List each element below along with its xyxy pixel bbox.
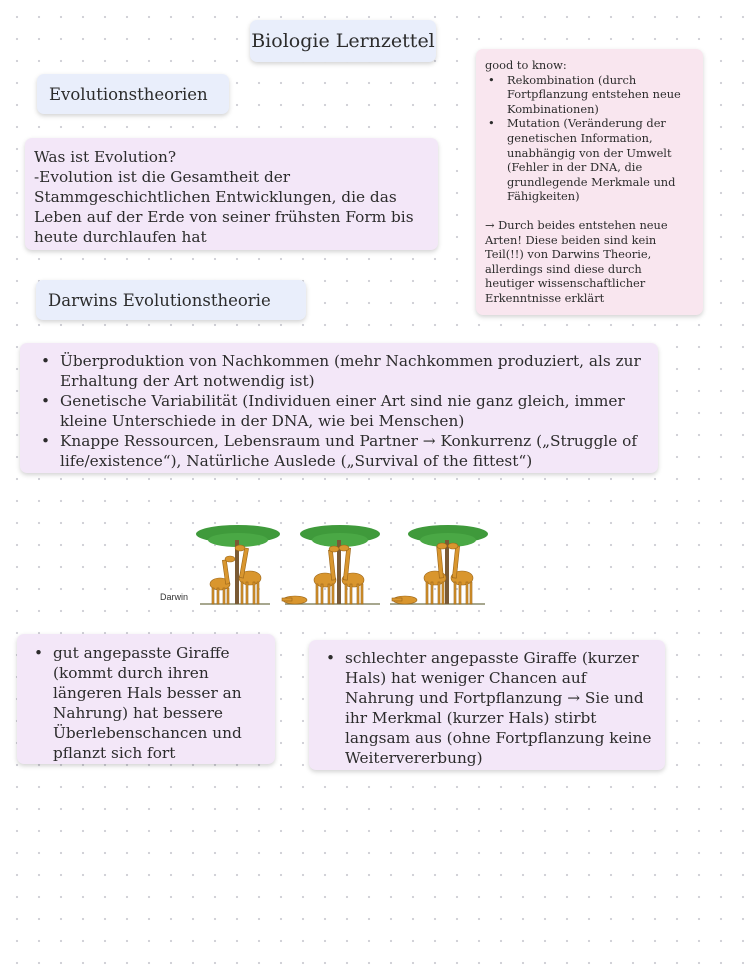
fallen-giraffe-icon xyxy=(392,596,417,604)
list-item: • Genetische Variabilität (Individuen einer Art sind nie ganz gleich, immer kleine Unterschiede in der DNA, wie bei Menschen) xyxy=(32,391,646,431)
good-to-know-heading: good to know: xyxy=(485,58,567,72)
heading-evolutionstheorien: Evolutionstheorien xyxy=(37,74,229,114)
list-item: • schlechter angepasste Giraffe (kurzer Hals) hat weniger Chancen auf Nahrung und Fortpflanzung → Sie und ihr Merkmal (kurzer Hals) stirbt langsam aus (ohne Fortpflanzung keine Weitervererbung) xyxy=(317,648,655,768)
bad-giraffe-list xyxy=(317,648,655,768)
list-item: • Mutation (Veränderung der genetischen Information, unabhängig von der Umwelt (Fehler in der DNA, die grundlegende Merkmale und Fähigkeiten) xyxy=(485,116,694,204)
list-item: • Überproduktion von Nachkommen (mehr Nachkommen produziert, als zur Erhaltung der Art notwendig ist) xyxy=(32,351,646,391)
bad-giraffe-card xyxy=(309,640,665,770)
darwin-points-card xyxy=(20,343,658,473)
illustration-caption: Darwin xyxy=(160,592,189,602)
acacia-tree-icon xyxy=(196,525,280,604)
evolution-definition-card xyxy=(25,138,438,250)
list-item: • Knappe Ressourcen, Lebensraum und Partner → Konkurrenz („Struggle of life/existence“), Natürliche Auslede („Survival of the fittest“) xyxy=(32,431,646,471)
good-to-know-card xyxy=(476,49,703,315)
list-item: • Rekombination (durch Fortpflanzung entstehen neue Kombinationen) xyxy=(485,73,694,117)
giraffe-icon xyxy=(448,543,473,604)
giraffe-icon xyxy=(210,556,235,604)
heading-darwin: Darwins Evolutionstheorie xyxy=(36,280,306,320)
good-giraffe-card xyxy=(17,634,275,764)
giraffe-illustration xyxy=(190,520,500,610)
evolution-answer: -Evolution ist die Gesamtheit der Stammgeschichtlichen Entwicklungen, die das Leben auf der Erde von seiner frühsten Form bis heute durchlaufen hat xyxy=(34,168,414,246)
fallen-giraffe-icon xyxy=(282,596,307,604)
giraffe-icon xyxy=(424,543,447,604)
good-to-know-list xyxy=(485,73,694,204)
darwin-points-list xyxy=(32,351,646,471)
giraffe-icon xyxy=(314,546,339,604)
list-item: • gut angepasste Giraffe (kommt durch ihren längeren Hals besser an Nahrung) hat bessere Überlebenschancen und pflanzt sich fort xyxy=(25,643,267,763)
acacia-tree-icon xyxy=(408,525,488,604)
giraffe-icon xyxy=(339,545,364,604)
good-to-know-note: → Durch beides entstehen neue Arten! Diese beiden sind kein Teil(!!) von Darwins Theorie, allerdings sind diese durch heutiger wissenschaftlicher Erkenntnisse erklärt xyxy=(485,217,668,305)
page-title: Biologie Lernzettel xyxy=(250,20,436,62)
acacia-tree-icon xyxy=(300,525,380,604)
good-giraffe-list xyxy=(25,643,267,763)
evolution-question: Was ist Evolution? xyxy=(34,148,177,166)
